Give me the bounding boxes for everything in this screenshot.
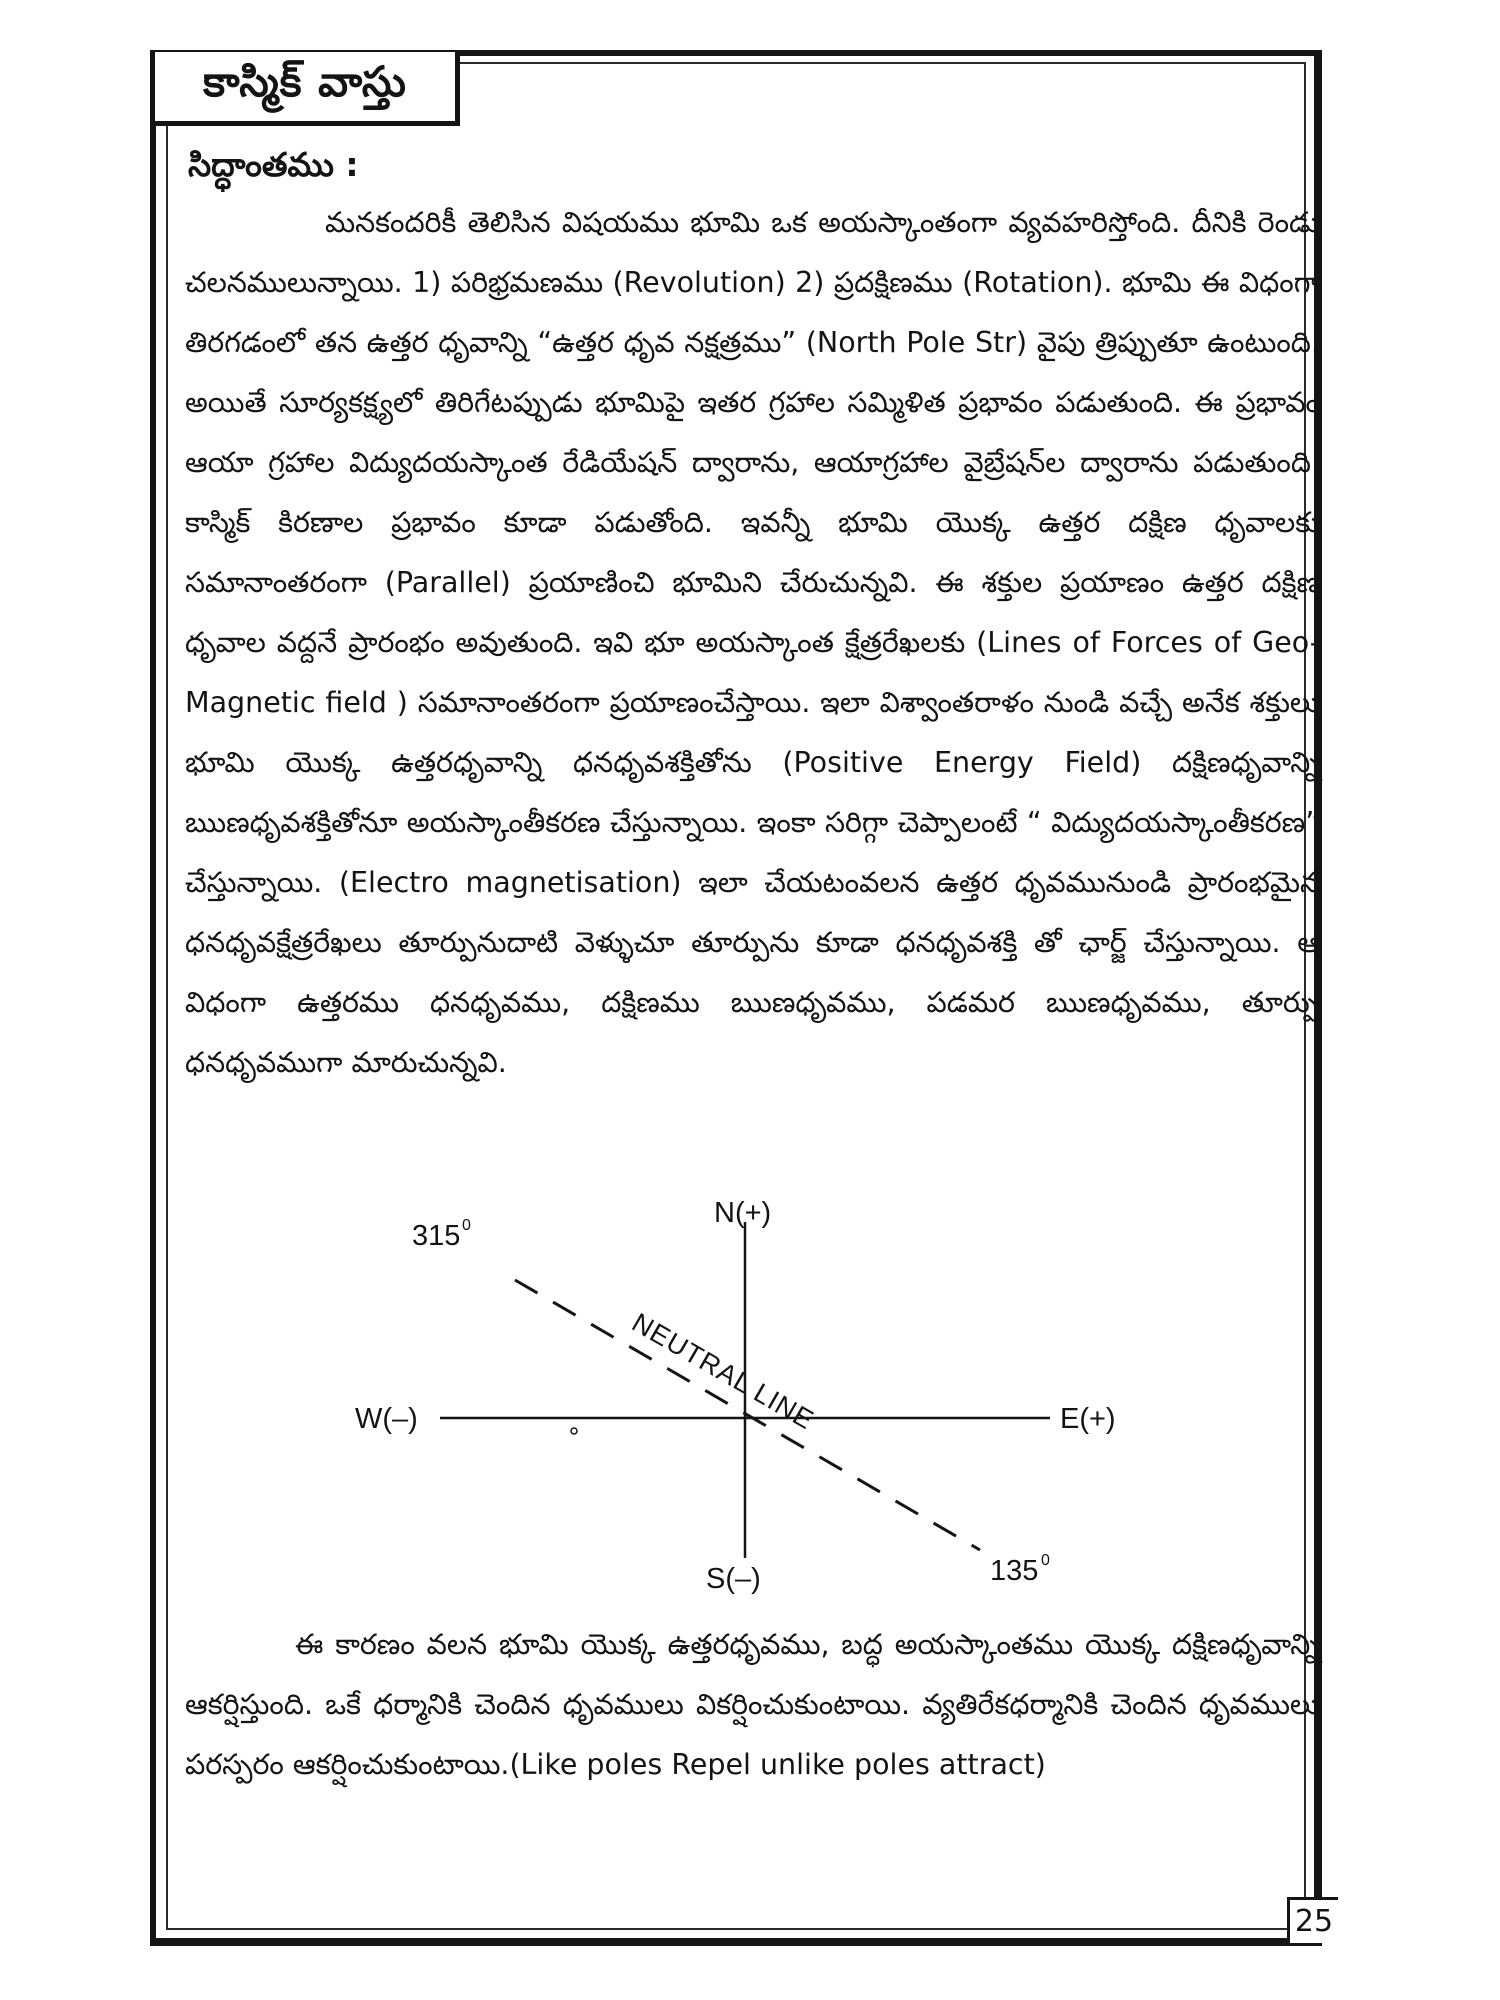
angle-315-degree-mark: 0 (462, 1217, 471, 1234)
section-heading: సిద్ధాంతము : (188, 145, 359, 184)
angle-135-label: 135 (990, 1555, 1039, 1587)
magnetic-directions-diagram (330, 1180, 1150, 1610)
paragraph-attraction: ఈ కారణం వలన భూమి యొక్క ఉత్తరధృవము, బద్ధ అయస్కాంతము యొక్క దక్షిణధృవాన్ని ఆకర్షిస్తుంది. ఒకే ధర్మానికి చెందిన ధృవములు వికర్షించుకుంటాయి. వ్యతిరేకధర్మానికి చెందిన ధృవములు పరస్పరం ఆకర్షించుకుంటాయి.(Like poles Repel unlike poles attract) (185, 1628, 1320, 1781)
neutral-line (515, 1280, 980, 1550)
neutral-line-label: NEUTRAL LINE (627, 1307, 820, 1436)
angle-135-degree-mark: 0 (1041, 1552, 1050, 1569)
south-label: S(–) (706, 1563, 761, 1595)
chapter-title: కాస్మిక్ వాస్తు (203, 56, 407, 106)
paragraph-principle: మనకందరికీ తెలిసిన విషయము భూమి ఒక అయస్కాంతంగా వ్యవహరిస్తోంది. దీనికి రెండు చలనములున్నాయి. 1) పరిభ్రమణము (Revolution) 2) ప్రదక్షిణము (Rotation). భూమి ఈ విధంగా తిరగడంలో తన ఉత్తర ధృవాన్ని “ఉత్తర ధృవ నక్షత్రము” (North Pole Str) వైపు త్రిప్పుతూ ఉంటుంది. అయితే సూర్యకక్ష్యలో తిరిగేటప్పుడు భూమిపై ఇతర గ్రహాల సమ్మిళిత ప్రభావం పడుతుంది. ఈ ప్రభావం ఆయా గ్రహాల విద్యుదయస్కాంత రేడియేషన్ ద్వారాను, ఆయాగ్రహాల వైబ్రేషన్‌ల ద్వారాను పడుతుంది. కాస్మిక్ కిరణాల ప్రభావం కూడా పడుతోంది. ఇవన్నీ భూమి యొక్క ఉత్తర దక్షిణ ధృవాలకు సమానాంతరంగా (Parallel) ప్రయాణించి భూమిని చేరుచున్నవి. ఈ శక్తుల ప్రయాణం ఉత్తర దక్షిణ ధృవాల వద్దనే ప్రారంభం అవుతుంది. ఇవి భూ అయస్కాంత క్షేత్రరేఖలకు (Lines of Forces of Geo-Magnetic field ) సమానాంతరంగా ప్రయాణంచేస్తాయి. ఇలా విశ్వాంతరాళం నుండి వచ్చే అనేక శక్తులు భూమి యొక్క ఉత్తరధృవాన్ని ధనధృవశక్తితోను (Positive Energy Field) దక్షిణధృవాన్ని ఋణధృవశక్తితోనూ అయస్కాంతీకరణ చేస్తున్నాయి. ఇంకా సరిగ్గా చెప్పాలంటే “ విద్యుదయస్కాంతీకరణ” చేస్తున్నాయి. (Electro magnetisation) ఇలా చేయటంవలన ఉత్తర ధృవమునుండి ప్రారంభమైన ధనధృవక్షేత్రరేఖలు తూర్పునుదాటి వెళ్ళుచూ తూర్పును కూడా ధనధృవశక్తి తో ఛార్జ్ చేస్తున్నాయి. ఆ విధంగా ఉత్తరము ధనధృవము, దక్షిణము ఋణధృవము, పడమర ఋణధృవము, తూర్పు ధనధృవముగా మారుచున్నవి. (185, 206, 1320, 1079)
west-label: W(–) (355, 1403, 418, 1435)
angle-315-label: 315 (412, 1220, 461, 1252)
page-number: 25 (1287, 1897, 1338, 1943)
east-label: E(+) (1060, 1403, 1116, 1435)
center-dot-mark (571, 1428, 577, 1434)
north-label: N(+) (714, 1197, 772, 1229)
chapter-title-box (155, 52, 460, 126)
